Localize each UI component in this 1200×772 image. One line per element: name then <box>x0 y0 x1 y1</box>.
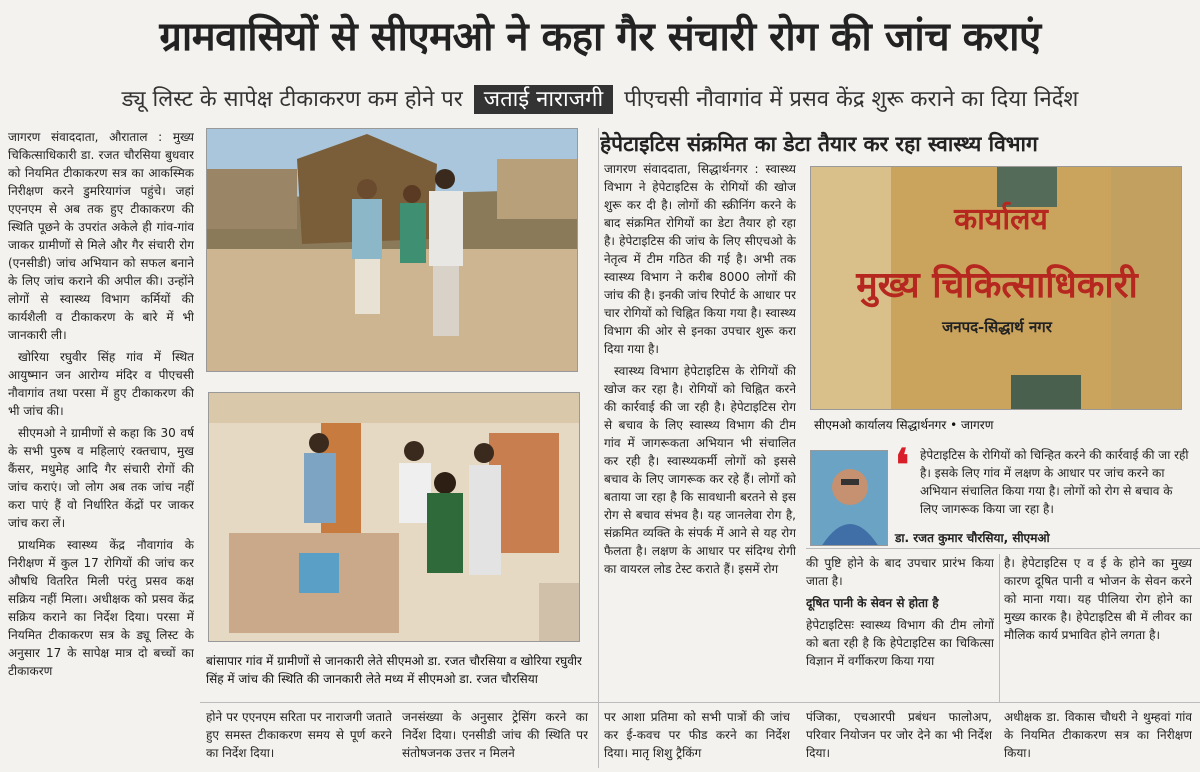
story1-paragraph: खोरिया रघुवीर सिंह गांव में स्थित आयुष्मान जन आरोग्य मंदिर व पीएचसी नौवागांव तथा परसा में हुए टीकाकरण की भी जांच की। <box>8 350 194 418</box>
story2-col2-paragraph: की पुष्टि होने के बाद उपचार प्रारंभ किया जाता है। <box>806 556 994 588</box>
village-scene-illustration <box>207 129 578 372</box>
story1-paragraph: जागरण संवाददाता, औराताल : मुख्य चिकित्साधिकारी डा. रजत चौरसिया बुधवार को नियमित टीकाकरण सत्र का आकस्मिक निरीक्षण करने डुमरियागंज पहुंचे। जहां एएनएम से अब तक हुए टीकाकरण की स्थिति पूछने के उपरांत अकेले ही गांव-गांव जाकर ग्रामीणों से मिले और गैर संचारी रोग (एनसीडी) जांच अभियान को सफल बनाने के लिए जांच कराने की अपील की। उन्होंने लोगों से स्वास्थ्य विभाग कर्मियों की कार्यशैली व टीकाकरण के बारे में भी जानकारी ली। <box>8 130 194 342</box>
story1-photo-caption: बांसापार गांव में ग्रामीणों से जानकारी लेते सीएमओ डा. रजत चौरसिया व खोरिया रघुवीर सिंह में जांच की स्थिति की जानकारी लेते मध्य में सीएमओ डा. रजत चौरसिया <box>206 654 582 686</box>
cmo-portrait <box>810 450 888 546</box>
story1-paragraph: सीएमओ ने ग्रामीणों से कहा कि 30 वर्ष के सभी पुरुष व महिलाएं रक्तचाप, मुख कैंसर, मधुमेह आदि गैर संचारी रोगों की जांच कराएं। जो लोग अब तक जांच नहीं करा पाएं हैं वो निर्धारित केंद्रों पर जाकर जांच करा लें। <box>8 426 194 530</box>
story2-headline: हेपेटाइटिस संक्रमित का डेटा तैयार कर रहा स्वास्थ्य विभाग <box>600 132 1038 156</box>
story1-bottom-col-6: अधीक्षक डा. विकास चौधरी ने थुम्हवां गांव के नियमित टीकाकरण सत्र का निरीक्षण किया। <box>1004 710 1192 760</box>
quote-divider <box>806 548 1200 549</box>
story1-bottom-col-3: जनसंख्या के अनुसार ट्रेसिंग करने का निर्देश दिया। एनसीडी जांच की स्थिति पर संतोषजनक उत्तर न मिलने <box>402 710 588 760</box>
cmo-office-photo <box>810 166 1182 410</box>
main-headline: ग्रामवासियों से सीएमओ ने कहा गैर संचारी रोग की जांच कराएं <box>159 14 1041 60</box>
story1-bottom-col-2: होने पर एएनएम सरिता पर नाराजगी जताते हुए समस्त टीकाकरण समय से पूर्ण करने का निर्देश दिया। <box>206 710 392 760</box>
story2-paragraph: स्वास्थ्य विभाग हेपेटाइटिस के रोगियों की खोज कर रहा है। रोगियों को चिह्नित करने की कार्रवाई की जा रही है। हेपेटाइटिस रोग से बचाव के लिए स्वास्थ्य विभाग की टीम गांव में जागरूकता अभियान भी संचालित कर रही है। स्वास्थ्यकर्मी लोगों को इससे बचाव के लिए जागरूक कर रहे हैं। लोगों को बताया जा रहा है कि सावधानी बरतने से इस रोग से बचाव संभव है। यह जानलेवा रोग है, संक्रमित व्यक्ति के संपर्क में आने से यह रोग फैलता है। लक्षण के आधार पर संदिग्ध रोगी का वायरल लोड टेस्ट कराते हैं। इसमें रोग <box>604 364 796 576</box>
quote-mark-icon: ❛ <box>895 440 910 491</box>
subhead-tag: जताई नाराजगी <box>474 85 613 114</box>
story2-column-3: है। हेपेटाइटिस ए व ई के होने का मुख्य कारण दूषित पानी व भोजन के सेवन करने को माना गया। यह पीलिया रोग होने का मुख्य कारक है। हेपेटाइटिस बी में लीवर का मौलिक कार्य प्रभावित होने लगता है। <box>1004 556 1192 642</box>
story1-paragraph: प्राथमिक स्वास्थ्य केंद्र नौवागांव के निरीक्षण में कुल 17 रोगियों की जांच कर औषधि वितरित मिली परंतु प्रसव कक्ष सक्रिय नहीं मिला। अधीक्षक को प्रसव केंद्र सक्रिय कराने का निर्देश दिया। परसा में नियमित टीकाकरण सत्र के ड्यू लिस्ट के अनुसार 17 के सापेक्ष मात्र दो बच्चों का टीकाकरण <box>8 538 194 678</box>
story2-paragraph: जागरण संवाददाता, सिद्धार्थनगर : स्वास्थ्य विभाग ने हेपेटाइटिस के रोगियों की खोज शुरू कर दी है। लोगों की स्क्रीनिंग करने के बाद संक्रमित रोगियों का डेटा तैयार हो रहा है। हेपेटाइटिस की जांच के लिए सीएचओ के नेतृत्व में टीम गठित की गई है। अभी तक स्वास्थ्य विभाग ने करीब 8000 लोगों की जांच की है। इनकी जांच रिपोर्ट के आधार पर चार रोगियों को चिह्नित किया गया है। स्वास्थ्य विभाग की ओर से इनका उपचार शुरू करा दिया गया है। <box>604 162 796 356</box>
story1-column-1 <box>8 128 194 703</box>
cmo-quote-text: हेपेटाइटिस के रोगियों को चिन्हित करने की कार्रवाई की जा रही है। इसके लिए गांव में लक्षण के आधार पर जांच करने का अभियान संचालित किया गया है। लोगों को रोग से बचाव के लिए जागरूक किया जा रहा है। <box>920 448 1189 516</box>
story2-col2-paragraph-b: हेपेटाइटिसः स्वास्थ्य विभाग की टीम लोगों को बता रही है कि हेपेटाइटिस का चिकित्सा विज्ञान में वर्गीकरण किया गया <box>806 618 994 668</box>
cmo-quote-signature: डा. रजत कुमार चौरसिया, सीएमओ <box>895 531 1050 545</box>
story1-bottom-col-5: पंजिका, एचआरपी प्रबंधन फालोअप, परिवार नियोजन पर जोर देने का भी निर्देश दिया। <box>806 710 992 760</box>
office-photo-caption: सीएमओ कार्यालय सिद्धार्थनगर • जागरण <box>814 418 994 432</box>
health-center-photo <box>208 392 580 642</box>
sub-headline <box>0 78 1200 122</box>
story2-column-2 <box>806 554 994 704</box>
village-photo <box>206 128 578 372</box>
office-sign-line-1: कार्यालय <box>954 202 1048 237</box>
health-center-scene-illustration <box>209 393 580 642</box>
column-divider <box>598 128 599 768</box>
story2-column-1 <box>604 160 796 696</box>
subhead-before: ड्यू लिस्ट के सापेक्ष टीकाकरण कम होने पर <box>121 87 463 112</box>
office-sign-line-2: मुख्य चिकित्साधिकारी <box>856 264 1138 306</box>
portrait-illustration <box>811 451 888 546</box>
subhead-after: पीएचसी नौवागांव में प्रसव केंद्र शुरू कराने का दिया निर्देश <box>624 87 1079 112</box>
story2-subheading: दूषित पानी के सेवन से होता है <box>806 596 939 610</box>
column-divider <box>999 554 1000 702</box>
story1-bottom-col-4: पर आशा प्रतिमा को सभी पात्रों की जांच कर ई-कवच पर फीड करने का निर्देश दिया। मातृ शिशु ट्रैकिंग <box>604 710 790 760</box>
section-divider <box>200 702 1200 703</box>
office-sign-line-3: जनपद-सिद्धार्थ नगर <box>942 318 1052 336</box>
